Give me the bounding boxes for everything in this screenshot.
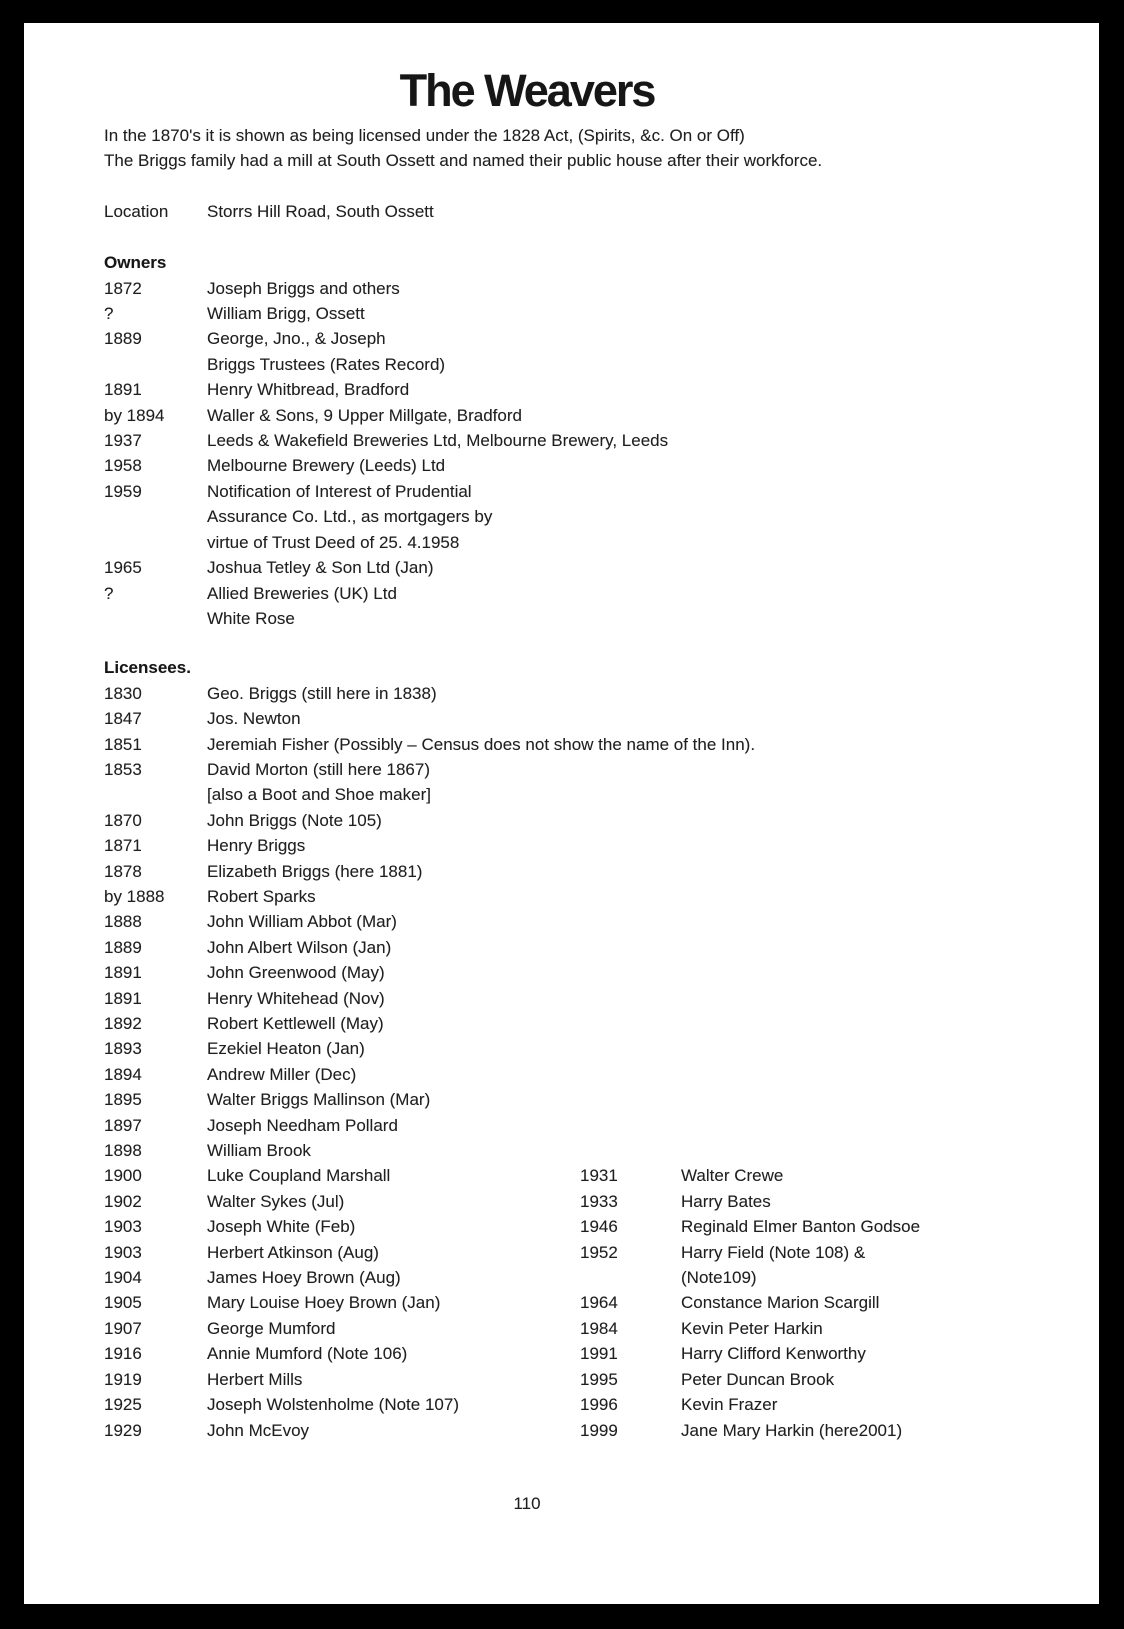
licensee-year-right: 1999 xyxy=(580,1420,618,1440)
licensee-two-column-row xyxy=(104,1316,950,1341)
licensee-year-left: 1929 xyxy=(104,1420,142,1440)
licensee-year: 1891 xyxy=(104,988,142,1008)
owner-row xyxy=(104,479,950,504)
licensee-row xyxy=(104,808,950,833)
licensee-row xyxy=(104,1062,950,1087)
owners-heading: Owners xyxy=(104,253,167,273)
licensee-row xyxy=(104,884,950,909)
location-value: Storrs Hill Road, South Ossett xyxy=(207,201,434,221)
owner-name: Joseph Briggs and others xyxy=(207,278,400,298)
owner-year xyxy=(104,606,207,631)
licensee-year: 1889 xyxy=(104,937,142,957)
owner-row xyxy=(104,377,950,402)
licensee-row xyxy=(104,935,950,960)
owner-row xyxy=(104,352,950,377)
licensee-year-right: 1946 xyxy=(580,1217,618,1237)
licensee-name: Joseph Needham Pollard xyxy=(207,1115,398,1135)
licensee-year: 1851 xyxy=(104,734,142,754)
licensee-name: Elizabeth Briggs (here 1881) xyxy=(207,861,423,881)
licensee-name-right: (Note109) xyxy=(681,1268,757,1288)
owner-year: 1937 xyxy=(104,431,142,451)
licensee-name-right: Harry Clifford Kenworthy xyxy=(681,1344,866,1364)
owner-name: Assurance Co. Ltd., as mortgagers by xyxy=(207,507,493,527)
licensee-year-left: 1916 xyxy=(104,1344,142,1364)
licensee-name-left: Herbert Mills xyxy=(207,1369,303,1389)
licensee-row xyxy=(104,1087,950,1112)
licensee-name: John William Abbot (Mar) xyxy=(207,912,397,932)
owner-row xyxy=(104,326,950,351)
licensee-name-left: George Mumford xyxy=(207,1318,336,1338)
licensee-name-right: Kevin Peter Harkin xyxy=(681,1318,823,1338)
licensee-name-right: Peter Duncan Brook xyxy=(681,1369,835,1389)
licensee-year: 1894 xyxy=(104,1064,142,1084)
intro-line-1: In the 1870's it is shown as being licensed under the 1828 Act, (Spirits, &c. On or Off) xyxy=(104,126,745,145)
licensee-name-left: Annie Mumford (Note 106) xyxy=(207,1344,408,1364)
owners-list xyxy=(104,276,950,632)
licensee-year-right: 1996 xyxy=(580,1395,618,1415)
licensee-year-right: 1952 xyxy=(580,1242,618,1262)
intro-paragraph xyxy=(104,123,950,174)
licensee-two-column-row xyxy=(104,1240,950,1265)
location-label: Location xyxy=(104,201,169,221)
page-number: 110 xyxy=(513,1493,541,1513)
licensee-name: Jos. Newton xyxy=(207,709,301,729)
licensee-name-right: Kevin Frazer xyxy=(681,1395,778,1415)
licensee-row xyxy=(104,732,950,757)
licensee-name: Ezekiel Heaton (Jan) xyxy=(207,1039,365,1059)
licensees-heading: Licensees. xyxy=(104,658,191,678)
licensee-year: 1898 xyxy=(104,1141,142,1161)
licensee-year-right: 1984 xyxy=(580,1318,618,1338)
licensee-row xyxy=(104,960,950,985)
owner-row xyxy=(104,504,950,529)
licensee-name-right: Jane Mary Harkin (here2001) xyxy=(681,1420,903,1440)
licensee-year-right: 1933 xyxy=(580,1191,618,1211)
owner-name: Melbourne Brewery (Leeds) Ltd xyxy=(207,456,446,476)
licensee-name-right: Harry Bates xyxy=(681,1191,771,1211)
licensee-row xyxy=(104,1138,950,1163)
licensee-two-column-row xyxy=(104,1214,950,1239)
licensee-year: 1871 xyxy=(104,836,142,856)
licensee-name-right: Constance Marion Scargill xyxy=(681,1293,880,1313)
licensee-name: Henry Whitehead (Nov) xyxy=(207,988,385,1008)
intro-line-2: The Briggs family had a mill at South Ossett and named their public house after their workforce. xyxy=(104,151,823,171)
licensee-year-right: 1991 xyxy=(580,1344,618,1364)
page-content xyxy=(104,67,950,1516)
licensee-name: John Briggs (Note 105) xyxy=(207,810,382,830)
licensee-year: 1830 xyxy=(104,683,142,703)
licensee-two-column-row xyxy=(104,1341,950,1366)
licensee-year: 1895 xyxy=(104,1090,142,1110)
licensee-year: 1853 xyxy=(104,759,142,779)
licensee-row xyxy=(104,757,950,782)
licensee-row xyxy=(104,782,950,807)
owner-name: Henry Whitbread, Bradford xyxy=(207,380,410,400)
licensees-list xyxy=(104,681,950,1164)
licensee-year-left: 1903 xyxy=(104,1217,142,1237)
owner-year: 1958 xyxy=(104,456,142,476)
licensee-two-column-row xyxy=(104,1367,950,1392)
licensee-name-right: Walter Crewe xyxy=(681,1166,784,1186)
licensee-row xyxy=(104,833,950,858)
licensee-two-column-row xyxy=(104,1290,950,1315)
licensee-name-left: James Hoey Brown (Aug) xyxy=(207,1268,401,1288)
owner-row xyxy=(104,276,950,301)
owner-year: 1965 xyxy=(104,558,142,578)
owner-year: 1872 xyxy=(104,278,142,298)
licensee-year: 1897 xyxy=(104,1115,142,1135)
licensee-year-right: 1931 xyxy=(580,1166,618,1186)
licensee-row xyxy=(104,681,950,706)
licensee-year-left: 1903 xyxy=(104,1242,142,1262)
licensee-year: 1888 xyxy=(104,912,142,932)
licensee-name: Jeremiah Fisher (Possibly – Census does not show the name of the Inn). xyxy=(207,734,756,754)
owner-row xyxy=(104,581,950,606)
licensee-two-column-row xyxy=(104,1418,950,1443)
owner-name: Leeds & Wakefield Breweries Ltd, Melbourne Brewery, Leeds xyxy=(207,431,669,451)
licensee-name: Andrew Miller (Dec) xyxy=(207,1064,357,1084)
owner-year: ? xyxy=(104,583,114,603)
licensee-name: David Morton (still here 1867) xyxy=(207,759,430,779)
licensee-name: Robert Sparks xyxy=(207,886,316,906)
owner-year: 1959 xyxy=(104,481,142,501)
licensee-year: by 1888 xyxy=(104,886,165,906)
licensee-year-left: 1905 xyxy=(104,1293,142,1313)
licensee-name: Walter Briggs Mallinson (Mar) xyxy=(207,1090,431,1110)
licensee-name-left: Joseph White (Feb) xyxy=(207,1217,356,1237)
owner-year: ? xyxy=(104,304,114,324)
owner-name: Waller & Sons, 9 Upper Millgate, Bradford xyxy=(207,405,522,425)
licensee-year: 1870 xyxy=(104,810,142,830)
document-page xyxy=(24,23,1099,1604)
owner-row xyxy=(104,606,950,631)
licensee-two-column-row xyxy=(104,1392,950,1417)
licensee-row xyxy=(104,706,950,731)
licensee-name: Henry Briggs xyxy=(207,836,306,856)
licensee-name-right: Harry Field (Note 108) & xyxy=(681,1242,866,1262)
licensee-name: John Albert Wilson (Jan) xyxy=(207,937,392,957)
owner-year: by 1894 xyxy=(104,405,165,425)
licensee-name-left: Mary Louise Hoey Brown (Jan) xyxy=(207,1293,441,1313)
licensee-row xyxy=(104,1113,950,1138)
licensee-row xyxy=(104,859,950,884)
licensee-name: [also a Boot and Shoe maker] xyxy=(207,785,431,805)
owner-name: Allied Breweries (UK) Ltd xyxy=(207,583,397,603)
licensee-name-left: Joseph Wolstenholme (Note 107) xyxy=(207,1395,459,1415)
licensee-two-column-row xyxy=(104,1265,950,1290)
licensee-row xyxy=(104,1011,950,1036)
licensee-name-left: Luke Coupland Marshall xyxy=(207,1166,391,1186)
owner-name: virtue of Trust Deed of 25. 4.1958 xyxy=(207,532,460,552)
licensee-year-left: 1902 xyxy=(104,1191,142,1211)
licensee-year-right xyxy=(580,1265,681,1290)
licensee-name: William Brook xyxy=(207,1141,311,1161)
licensee-name-left: Walter Sykes (Jul) xyxy=(207,1191,345,1211)
licensee-year xyxy=(104,782,207,807)
owner-year xyxy=(104,504,207,529)
licensee-name-left: Herbert Atkinson (Aug) xyxy=(207,1242,379,1262)
licensee-row xyxy=(104,909,950,934)
owner-row xyxy=(104,555,950,580)
owner-name: Notification of Interest of Prudential xyxy=(207,481,472,501)
licensee-two-column-row xyxy=(104,1163,950,1188)
owner-name: George, Jno., & Joseph xyxy=(207,329,386,349)
licensee-year-left: 1900 xyxy=(104,1166,142,1186)
licensee-name-left: John McEvoy xyxy=(207,1420,310,1440)
licensee-name: Robert Kettlewell (May) xyxy=(207,1014,384,1033)
licensee-year-right: 1964 xyxy=(580,1293,618,1313)
licensee-year: 1893 xyxy=(104,1039,142,1059)
location-row xyxy=(104,199,950,224)
owner-name: William Brigg, Ossett xyxy=(207,304,365,324)
owner-year xyxy=(104,352,207,377)
owner-year xyxy=(104,530,207,555)
licensee-year-left: 1919 xyxy=(104,1369,142,1389)
licensee-name-right: Reginald Elmer Banton Godsoe xyxy=(681,1217,921,1237)
licensee-year-left: 1907 xyxy=(104,1318,142,1338)
licensee-year: 1891 xyxy=(104,963,142,983)
owner-name: White Rose xyxy=(207,608,295,628)
licensee-year-left: 1925 xyxy=(104,1395,142,1415)
licensee-row xyxy=(104,986,950,1011)
owner-name: Joshua Tetley & Son Ltd (Jan) xyxy=(207,558,434,578)
owner-row xyxy=(104,403,950,428)
licensee-two-column-row xyxy=(104,1189,950,1214)
licensee-year: 1892 xyxy=(104,1014,142,1033)
owner-name: Briggs Trustees (Rates Record) xyxy=(207,354,446,374)
owner-row xyxy=(104,428,950,453)
licensee-year: 1847 xyxy=(104,709,142,729)
licensees-two-column-list xyxy=(104,1163,950,1442)
owner-row xyxy=(104,530,950,555)
licensee-year-right: 1995 xyxy=(580,1369,618,1389)
owner-row xyxy=(104,453,950,478)
licensee-name: John Greenwood (May) xyxy=(207,963,385,983)
licensee-year-left: 1904 xyxy=(104,1268,142,1288)
owner-year: 1891 xyxy=(104,380,142,400)
owner-row xyxy=(104,301,950,326)
licensee-year: 1878 xyxy=(104,861,142,881)
owner-year: 1889 xyxy=(104,329,142,349)
licensee-row xyxy=(104,1036,950,1061)
licensee-name: Geo. Briggs (still here in 1838) xyxy=(207,683,437,703)
page-title: The Weavers xyxy=(399,65,655,116)
